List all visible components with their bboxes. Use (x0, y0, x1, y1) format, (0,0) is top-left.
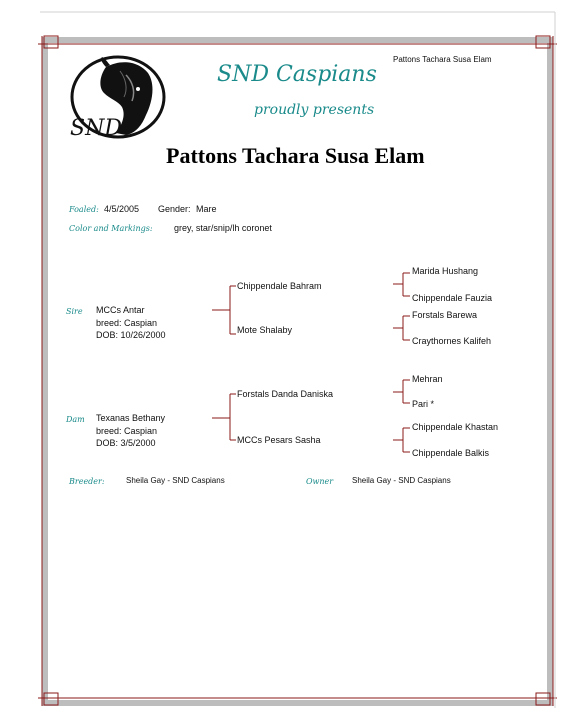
sire-sire: Chippendale Bahram (237, 281, 322, 291)
gender-label: Gender: (158, 204, 191, 214)
dam-dam: MCCs Pesars Sasha (237, 435, 321, 445)
sire-sire-sire: Marida Hushang (412, 266, 479, 276)
page-title: Pattons Tachara Susa Elam (166, 143, 425, 168)
dam-dam-sire: Chippendale Khastan (412, 422, 499, 432)
dam-sire-sire: Mehran (412, 374, 443, 384)
sire-dam: Mote Shalaby (237, 325, 293, 335)
dam-breed: breed: Caspian (96, 426, 158, 436)
corner-horse-name: Pattons Tachara Susa Elam (393, 55, 492, 64)
dam-sire: Forstals Danda Daniska (237, 389, 334, 399)
sire-label: Sire (66, 307, 83, 316)
breeder-label: Breeder: (69, 477, 105, 486)
sire-dam-dam: Craythornes Kalifeh (412, 336, 492, 346)
sire-dob: DOB: 10/26/2000 (96, 330, 166, 340)
sire-breed: breed: Caspian (96, 318, 158, 328)
foaled-value: 4/5/2005 (104, 204, 140, 214)
dam-name: Texanas Bethany (96, 413, 166, 423)
color-markings-label: Color and Markings: (69, 224, 153, 233)
gender-value: Mare (196, 204, 217, 214)
brand-title: SND Caspians (217, 62, 377, 87)
foaled-label: Foaled: (69, 205, 99, 214)
dam-sire-dam: Pari * (412, 399, 435, 409)
sire-sire-dam: Chippendale Fauzia (412, 293, 493, 303)
owner-value: Sheila Gay - SND Caspians (352, 476, 451, 485)
dam-dob: DOB: 3/5/2000 (96, 438, 156, 448)
sire-name: MCCs Antar (96, 305, 145, 315)
sire-dam-sire: Forstals Barewa (412, 310, 478, 320)
svg-text:SND: SND (70, 116, 122, 140)
dam-label: Dam (66, 415, 85, 424)
dam-dam-dam: Chippendale Balkis (412, 448, 490, 458)
proudly-presents: proudly presents (254, 102, 375, 118)
owner-label: Owner (306, 477, 334, 486)
breeder-value: Sheila Gay - SND Caspians (126, 476, 225, 485)
color-markings-value: grey, star/snip/lh coronet (174, 223, 272, 233)
